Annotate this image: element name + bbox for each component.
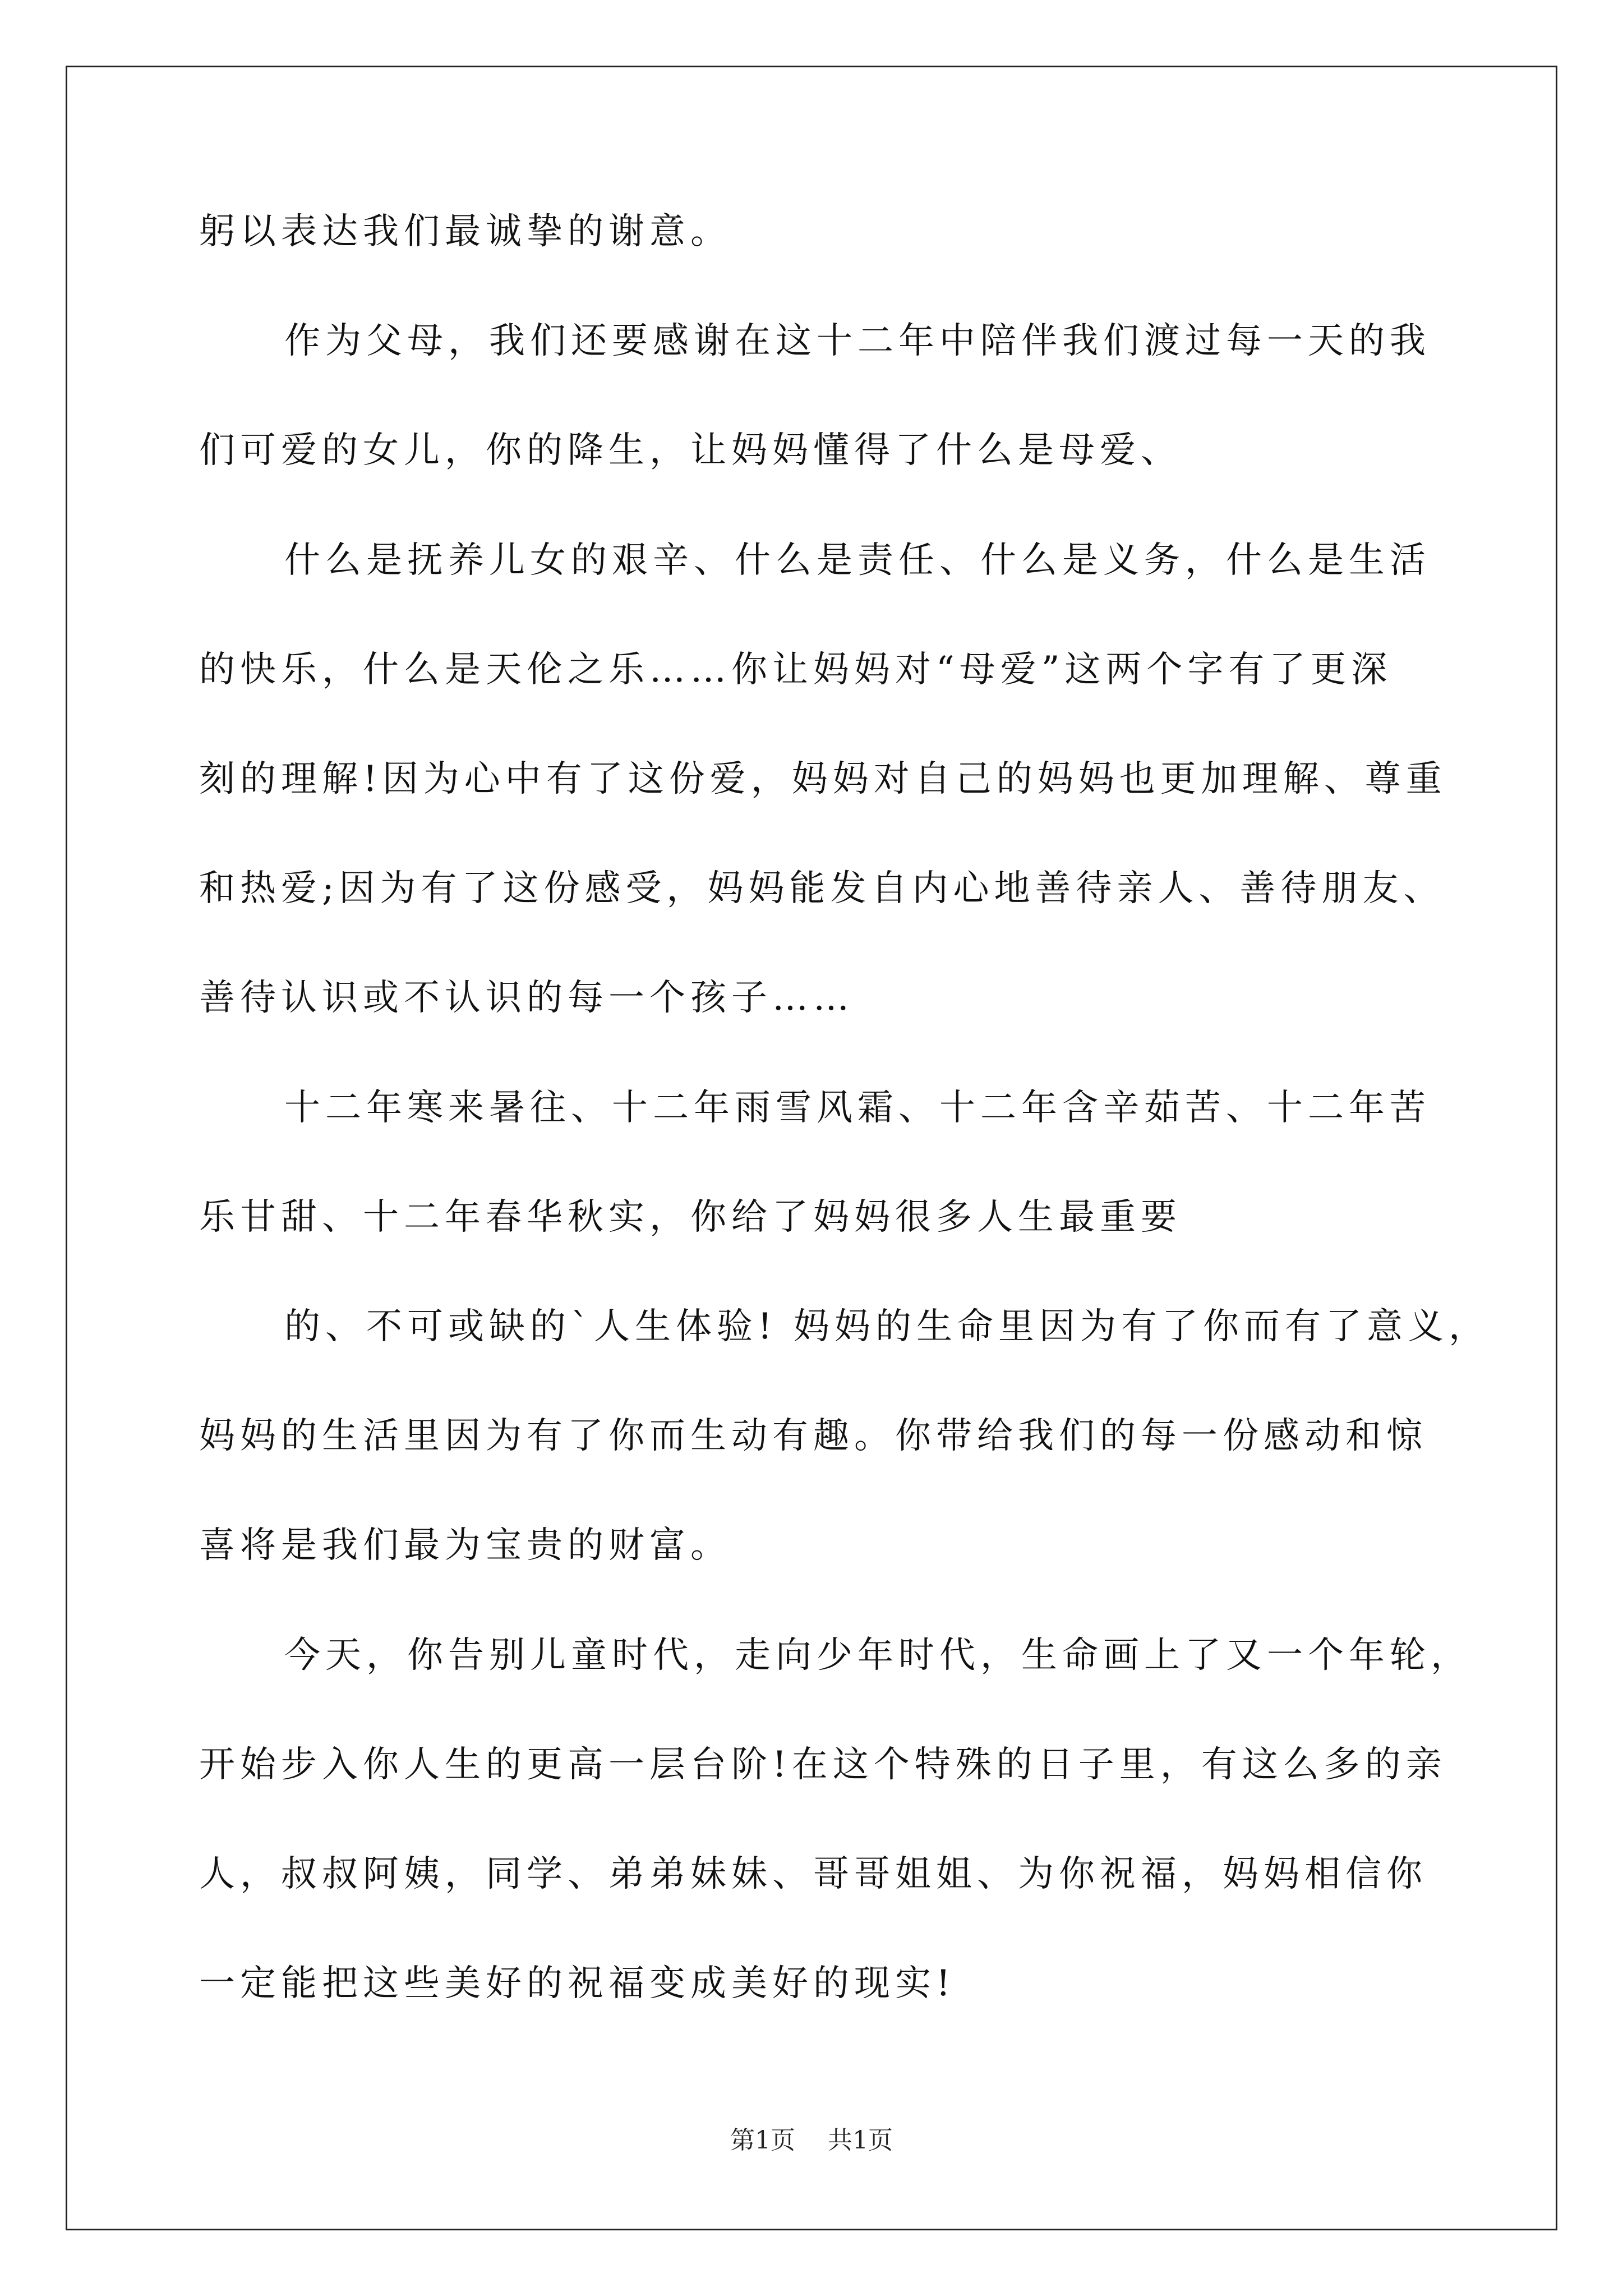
text-line-6: 刻的理解!因为心中有了这份爱，妈妈对自己的妈妈也更加理解、尊重 <box>199 758 1447 800</box>
text-line-12: 妈妈的生活里因为有了你而生动有趣。你带给我们的每一份感动和惊 <box>199 1415 1427 1457</box>
text-line-15: 开始步入你人生的更高一层台阶!在这个特殊的日子里，有这么多的亲 <box>199 1744 1447 1786</box>
text-line-2: 作为父母，我们还要感谢在这十二年中陪伴我们渡过每一天的我 <box>284 320 1431 362</box>
text-line-11: 的、不可或缺的`人生体验! 妈妈的生命里因为有了你而有了意义， <box>284 1306 1490 1347</box>
text-line-5: 的快乐，什么是天伦之乐……你让妈妈对“母爱”这两个字有了更深 <box>199 649 1393 691</box>
text-line-16: 人，叔叔阿姨，同学、弟弟妹妹、哥哥姐姐、为你祝福，妈妈相信你 <box>199 1853 1427 1895</box>
current-page-label: 第1页 <box>730 2126 795 2155</box>
text-line-17: 一定能把这些美好的祝福变成美好的现实! <box>199 1963 956 2004</box>
text-line-10: 乐甘甜、十二年春华秋实，你给了妈妈很多人生最重要 <box>199 1197 1182 1238</box>
text-line-9: 十二年寒来暑往、十二年雨雪风霜、十二年含辛茹苦、十二年苦 <box>284 1087 1431 1129</box>
text-line-4: 什么是抚养儿女的艰辛、什么是责任、什么是义务，什么是生活 <box>284 540 1431 581</box>
text-line-1: 躬以表达我们最诚挚的谢意。 <box>199 211 731 252</box>
text-line-13: 喜将是我们最为宝贵的财富。 <box>199 1525 731 1566</box>
text-line-3: 们可爱的女儿，你的降生，让妈妈懂得了什么是母爱、 <box>199 430 1182 471</box>
page-border <box>66 66 1557 2230</box>
total-pages-label: 共1页 <box>828 2126 893 2155</box>
text-line-7: 和热爱;因为有了这份感受，妈妈能发自内心地善待亲人、善待朋友、 <box>199 868 1445 909</box>
page-footer <box>0 2125 1623 2156</box>
text-line-8: 善待认识或不认识的每一个孩子…… <box>199 977 854 1019</box>
text-line-14: 今天，你告别儿童时代，走向少年时代，生命画上了又一个年轮， <box>284 1635 1472 1676</box>
